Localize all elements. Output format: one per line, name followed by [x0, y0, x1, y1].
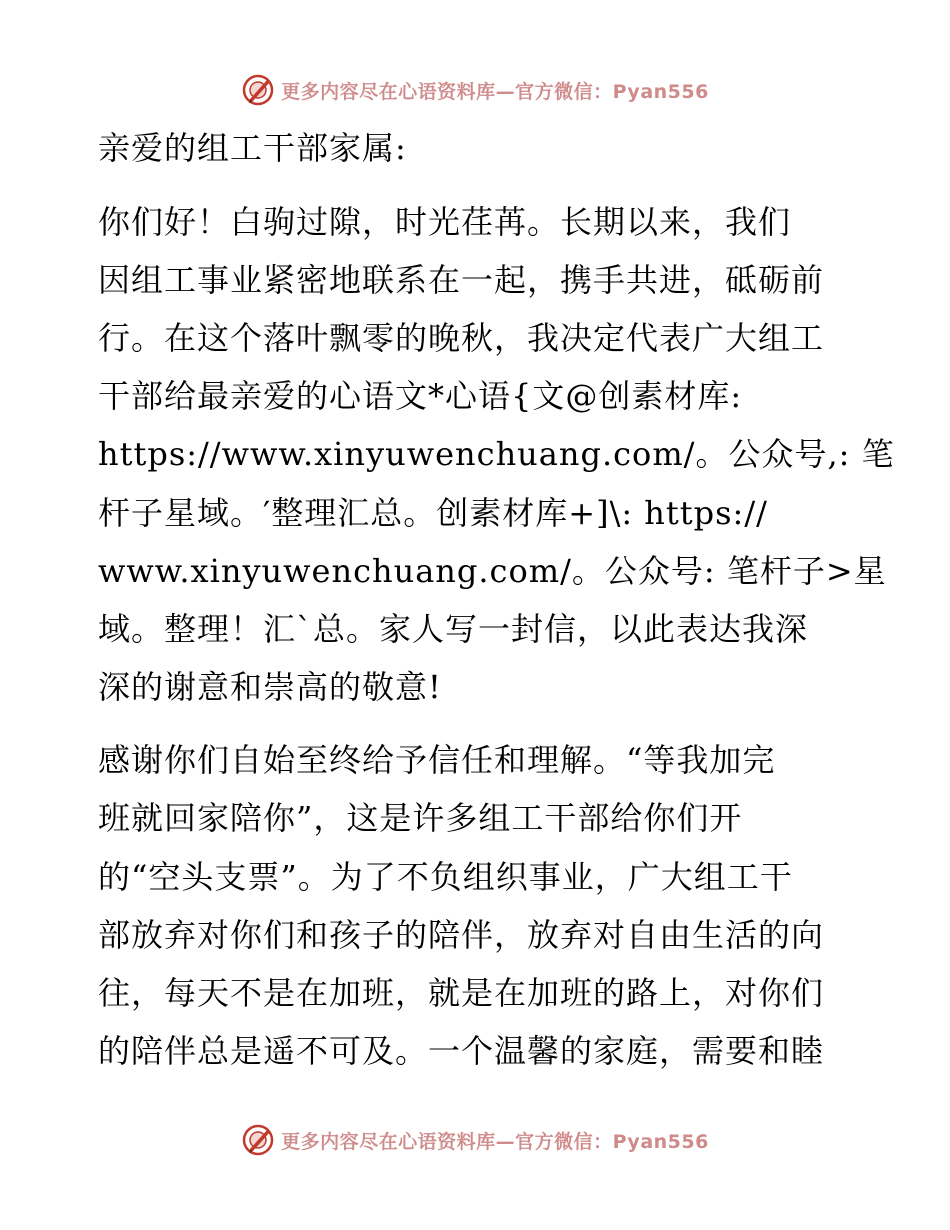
paragraph-1-line-1: 你们好！白驹过隙，时光荏苒。长期以来，我们: [98, 203, 792, 241]
banner-text: 更多内容尽在心语资料库—官方微信：Pyan556: [281, 80, 709, 103]
paragraph-2-line-3: 的“空头支票”。为了不负组织事业，广大组工干: [98, 858, 793, 896]
paragraph-2-line-4: 部放弃对你们和孩子的陪伴，放弃对自由生活的向: [98, 916, 825, 954]
quill-pen-seal-icon: [241, 1123, 275, 1157]
paragraph-1-line-5: https://www.xinyuwenchuang.com/。公众号,: 笔: [98, 435, 895, 473]
footer-banner: [0, 1120, 950, 1160]
paragraph-2-line-2: 班就回家陪你”，这是许多组工干部给你们开: [98, 799, 743, 837]
paragraph-1-line-4: 干部给最亲爱的心语文*心语{文@创素材库:: [98, 377, 743, 415]
salutation-line: 亲爱的组工干部家属:: [98, 129, 407, 167]
paragraph-2-line-6: 的陪伴总是遥不可及。一个温馨的家庭，需要和睦: [98, 1032, 825, 1070]
paragraph-1-line-6: 杆子星域。′整理汇总。创素材库+]\: https://: [98, 494, 768, 532]
banner-text: 更多内容尽在心语资料库—官方微信：Pyan556: [281, 1130, 709, 1153]
paragraph-2-line-1: 感谢你们自始至终给予信任和理解。“等我加完: [98, 741, 776, 779]
paragraph-2-line-5: 往，每天不是在加班，就是在加班的路上，对你们: [98, 974, 825, 1012]
paragraph-1-line-9: 深的谢意和崇高的敬意!: [98, 668, 442, 706]
paragraph-1-line-3: 行。在这个落叶飘零的晚秋，我决定代表广大组工: [98, 319, 825, 357]
paragraph-1-line-2: 因组工事业紧密地联系在一起，携手共进，砥砺前: [98, 261, 825, 299]
paragraph-1-line-7: www.xinyuwenchuang.com/。公众号: 笔杆子>星: [98, 552, 887, 590]
paragraph-1-line-8: 域。整理！汇`总。家人写一封信，以此表达我深: [98, 610, 809, 648]
